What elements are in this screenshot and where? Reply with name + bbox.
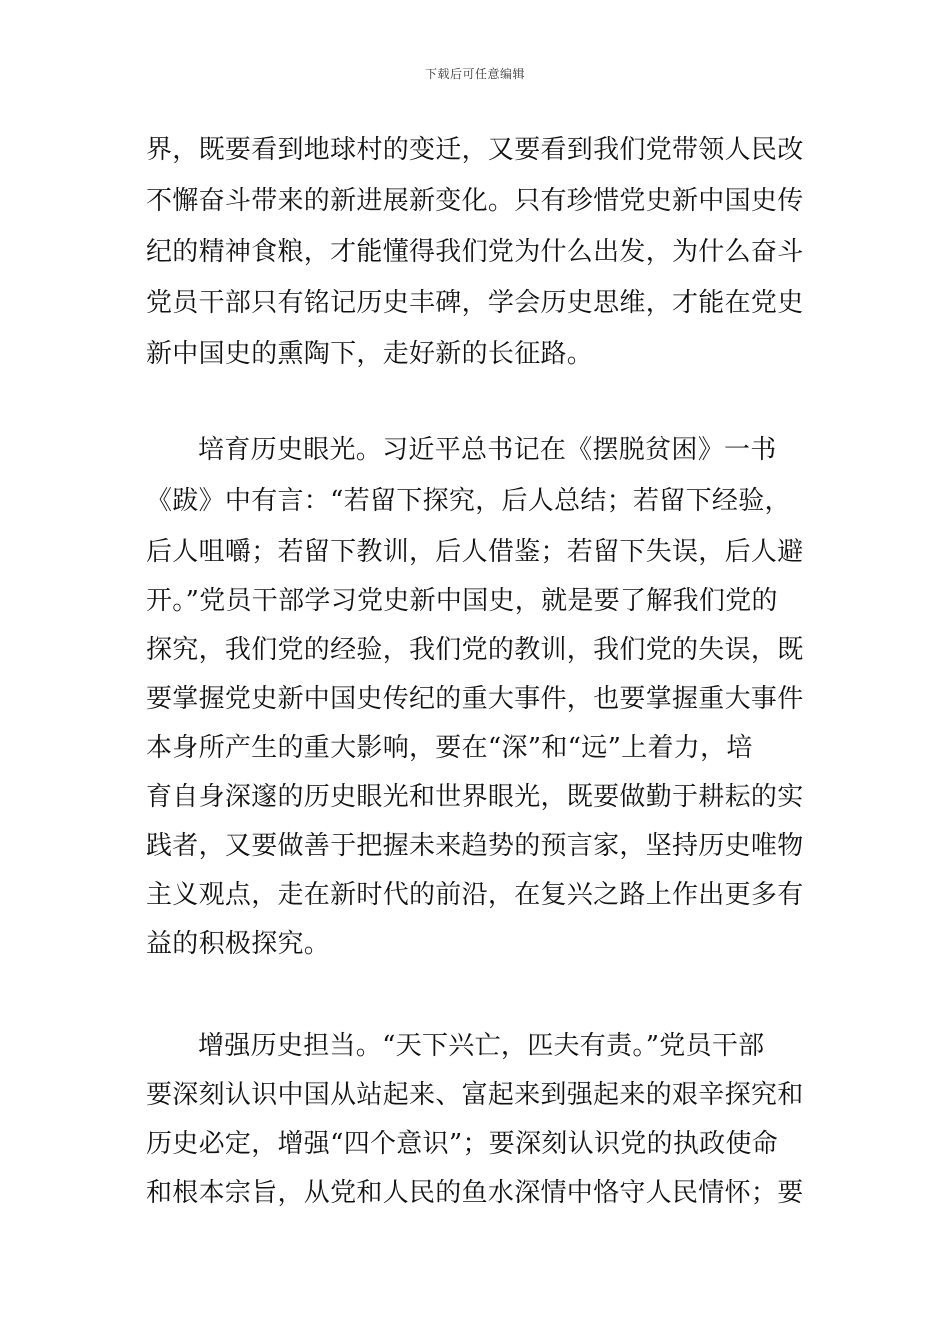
text-line: 后人咀嚼；若留下教训，后人借鉴；若留下失误，后人避: [146, 537, 804, 567]
text-line: 和根本宗旨，从党和人民的鱼水深情中恪守人民情怀；要: [146, 1178, 804, 1208]
text-line: 新中国史的熏陶下，走好新的长征路。: [146, 339, 594, 369]
text-line: 要掌握党史新中国史传纪的重大事件，也要掌握重大事件: [146, 684, 804, 714]
text-line: 育自身深邃的历史眼光和世界眼光，既要做勤于耕耘的实: [146, 782, 804, 812]
text-line: 历史必定，增强“四个意识”；要深刻认识党的执政使命: [146, 1129, 779, 1159]
text-line: 本身所产生的重大影响，要在“深”和“远”上着力，培: [146, 733, 753, 763]
text-line: 不懈奋斗带来的新进展新变化。只有珍惜党史新中国史传: [146, 186, 804, 216]
text-line: 增强历史担当。“天下兴亡，匹夫有责。”党员干部: [198, 1031, 765, 1061]
header-note: 下载后可任意编辑: [424, 67, 525, 81]
text-line: 主义观点，走在新时代的前沿，在复兴之路上作出更多有: [146, 880, 804, 910]
text-line: 益的积极探究。: [146, 929, 331, 959]
text-line: 党员干部只有铭记历史丰碑，学会历史思维，才能在党史: [146, 288, 804, 318]
text-line: 培育历史眼光。习近平总书记在《摆脱贫困》一书: [198, 435, 777, 465]
text-line: 纪的精神食粮，才能懂得我们党为什么出发，为什么奋斗: [146, 237, 804, 267]
text-line: 要深刻认识中国从站起来、富起来到强起来的艰辛探究和: [146, 1080, 804, 1110]
text-line: 探究，我们党的经验，我们党的教训，我们党的失误，既: [146, 635, 804, 665]
text-line: 《跋》中有言：“若留下探究，后人总结；若留下经验，: [146, 486, 791, 516]
text-line: 界，既要看到地球村的变迁，又要看到我们党带领人民改: [146, 135, 804, 165]
text-line: 践者，又要做善于把握未来趋势的预言家，坚持历史唯物: [146, 831, 804, 861]
text-line: 开。”党员干部学习党史新中国史，就是要了解我们党的: [146, 586, 778, 616]
